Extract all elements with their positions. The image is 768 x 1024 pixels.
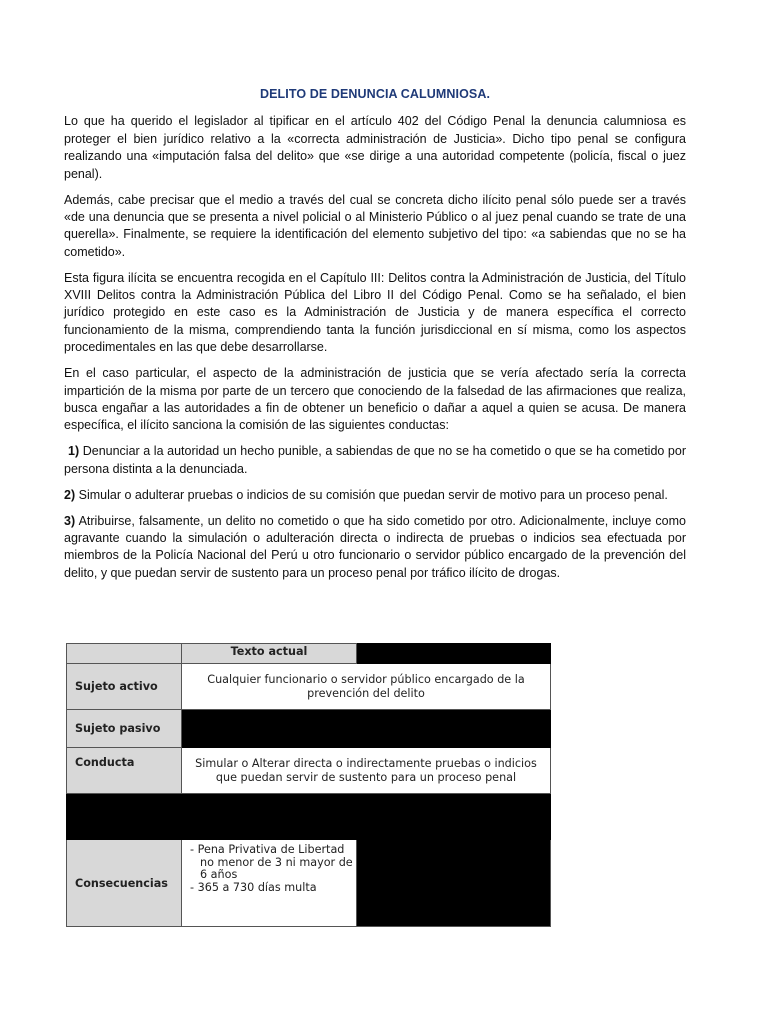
row-value-conducta: Simular o Alterar directa o indirectamente pruebas o indicios que puedan servir de sustento para un proceso penal <box>182 748 551 794</box>
conduct-item-3 <box>64 513 686 583</box>
comparison-table <box>66 643 551 926</box>
table-row <box>67 840 551 927</box>
row-value-consecuencias <box>182 840 357 927</box>
document-body <box>64 86 686 591</box>
header-empty-cell <box>67 644 182 664</box>
redacted-sujeto-pasivo <box>182 710 551 748</box>
row-value-sujeto-activo: Cualquier funcionario o servidor público encargado de la prevención del delito <box>182 664 551 710</box>
conduct-text: Atribuirse, falsamente, un delito no cometido o que ha sido cometido por otro. Adicionalmente, incluye como agravante cuando la simulación o adulteración directa o indirecta de pruebas o indicios sea efectuada por miembros de la Policía Nacional del Perú u otro funcionario o servidor público encargado de la prevención del delito, y que puedan servir de sustento para un proceso penal por tráfico ilícito de drogas. <box>64 513 686 580</box>
table-row <box>67 794 551 840</box>
row-label-consecuencias: Consecuencias <box>67 840 182 927</box>
paragraph-2: Además, cabe precisar que el medio a través del cual se concreta dicho ilícito penal sólo puede ser a través «de una denuncia que se presenta a nivel policial o al Ministerio Público o al juez penal cuando se trate de una querella». Finalmente, se requiere la identificación del elemento subjetivo del tipo: «a sabiendas que no se ha cometido». <box>64 192 686 259</box>
row-label-sujeto-pasivo: Sujeto pasivo <box>67 710 182 748</box>
conduct-text: Denunciar a la autoridad un hecho punible, a sabiendas de que no se ha cometido o que se ha cometido por persona distinta a la denunciada. <box>64 444 686 476</box>
consequence-line: - Pena Privativa de Libertad <box>190 843 345 856</box>
row-label-sujeto-activo: Sujeto activo <box>67 664 182 710</box>
paragraph-1: Lo que ha querido el legislador al tipificar en el artículo 402 del Código Penal la denuncia calumniosa es proteger el bien jurídico relativo a la «correcta administración de Justicia». Dicho tipo penal se configura realizando una «imputación falsa del delito» que «se dirige a una autoridad competente (policía, fiscal o juez penal). <box>64 114 686 181</box>
document-title: DELITO DE DENUNCIA CALUMNIOSA. <box>259 87 491 101</box>
redacted-header-cell <box>357 644 551 664</box>
conduct-item-2 <box>64 487 686 504</box>
conduct-text: Simular o adulterar pruebas o indicios de su comisión que puedan servir de motivo para un proceso penal. <box>78 487 668 502</box>
header-texto-actual: Texto actual <box>182 644 357 664</box>
table-header-row <box>67 644 551 664</box>
paragraph-4: En el caso particular, el aspecto de la administración de justicia que se vería afectado sería la correcta impartición de la misma por parte de un tercero que conociendo de la falsedad de las afirmaciones que realiza, busca engañar a las autoridades a fin de obtener un beneficio o dañar a aquel a quien se acusa. De manera específica, el ilícito sanciona la comisión de las siguientes conductas: <box>64 366 686 433</box>
consequence-line: 6 años <box>200 868 238 881</box>
comparison-table-grid <box>66 643 551 927</box>
table-row <box>67 664 551 710</box>
consequence-line: no menor de 3 ni mayor de <box>200 855 353 869</box>
redacted-row <box>67 794 551 840</box>
consequence-line: - 365 a 730 días multa <box>190 880 317 894</box>
row-label-conducta: Conducta <box>67 748 182 794</box>
conduct-number: 1) <box>68 444 80 459</box>
conduct-number: 2) <box>64 487 76 502</box>
conduct-number: 3) <box>64 513 76 528</box>
table-row <box>67 710 551 748</box>
paragraph-3: Esta figura ilícita se encuentra recogida en el Capítulo III: Delitos contra la Administración de Justicia, del Título XVIII Delitos contra la Administración Pública del Libro II del Código Penal. Como se ha señalado, el bien jurídico protegido en este caso es la Administración de Justicia y de manera específica el correcto funcionamiento de la misma, comprendiendo tanta la función jurisdiccional en sí misma, como los aspectos procedimentales en las que debe desarrollarse. <box>64 270 686 355</box>
redacted-consecuencias <box>357 840 551 927</box>
table-row <box>67 748 551 794</box>
conduct-item-1 <box>64 443 686 478</box>
